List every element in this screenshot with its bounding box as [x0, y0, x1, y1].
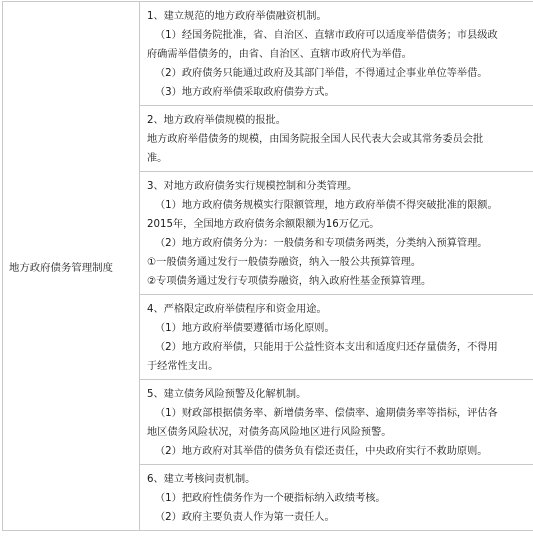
- section-line: 准。: [147, 153, 168, 164]
- section-line: （1）地方政府举债要遵循市场化原则。: [155, 323, 335, 334]
- section-line: （2）政府主要负责人作为第一责任人。: [155, 512, 335, 523]
- section-heading: 4、严格限定政府举债程序和资金用途。: [147, 304, 327, 315]
- section-heading: 6、建立考核问责机制。: [147, 474, 256, 485]
- section-line: （1）财政部根据债务率、新增债务率、偿债率、逾期债务率等指标，评估各: [155, 408, 498, 419]
- section-cell: [140, 2, 533, 106]
- section-line: （3）地方政府举债采取政府债券方式。: [155, 87, 335, 98]
- section-heading: 3、对地方政府债务实行规模控制和分类管理。: [147, 181, 358, 192]
- section-heading: 2、地方政府举债规模的报批。: [147, 115, 286, 126]
- section-line: 2015年，全国地方政府债务余额限额为16万亿元。: [147, 219, 380, 230]
- document-table-wrapper: [2, 1, 530, 531]
- section-line: （1）经国务院批准，省、自治区、直辖市政府可以适度举借债务；市县级政: [155, 30, 498, 41]
- section-cell: [140, 172, 533, 295]
- section-line: （2）地方政府债务分为：一般债务和专项债务两类，分类纳入预算管理。: [155, 238, 488, 249]
- section-cell: [140, 106, 533, 172]
- section-cell: [140, 465, 533, 531]
- section-line: （1）地方政府债务规模实行限额管理，地方政府举债不得突破批准的限额。: [155, 200, 498, 211]
- debt-management-table: [2, 1, 533, 531]
- section-cell: [140, 380, 533, 465]
- section-line: （2）政府债务只能通过政府及其部门举借，不得通过企事业单位等举借。: [155, 68, 488, 79]
- section-line: （2）地方政府举债，只能用于公益性资本支出和适度归还存量债务，不得用: [155, 342, 498, 353]
- row-header-cell: 地方政府债务管理制度: [3, 2, 140, 531]
- table-body: [3, 2, 533, 531]
- table-row: [3, 2, 533, 106]
- section-line: 地方政府举借债务的规模，由国务院报全国人民代表大会或其常务委员会批: [147, 134, 484, 145]
- section-line: ①一般债务通过发行一般债券融资，纳入一般公共预算管理。: [147, 257, 422, 268]
- section-heading: 5、建立债务风险预警及化解机制。: [147, 389, 307, 400]
- section-line: （2）地方政府对其举借的债务负有偿还责任，中央政府实行不救助原则。: [155, 446, 488, 457]
- section-line: 府确需举借债务的，由省、自治区、直辖市政府代为举借。: [147, 49, 412, 60]
- section-line: 地区债务风险状况，对债务高风险地区进行风险预警。: [147, 427, 392, 438]
- section-line: ②专项债务通过发行专项债券融资，纳入政府性基金预算管理。: [147, 276, 432, 287]
- section-heading: 1、建立规范的地方政府举债融资机制。: [147, 11, 327, 22]
- section-line: （1）把政府性债务作为一个硬指标纳入政绩考核。: [155, 493, 386, 504]
- section-cell: [140, 295, 533, 380]
- section-line: 于经常性支出。: [147, 361, 219, 372]
